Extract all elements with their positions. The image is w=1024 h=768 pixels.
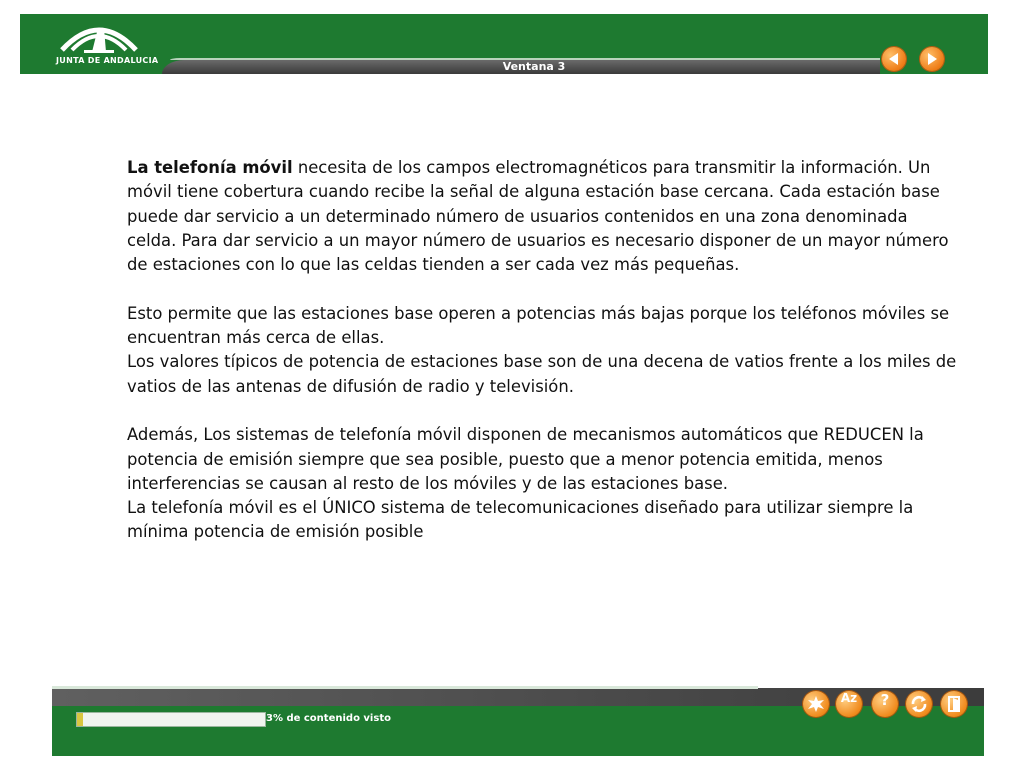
paragraph-1-bold: La telefonía móvil — [127, 158, 293, 177]
header-bar — [20, 14, 988, 74]
help-button[interactable] — [872, 691, 898, 717]
window-title: Ventana 3 — [502, 60, 566, 73]
refresh-icon — [906, 691, 932, 717]
exit-icon — [941, 691, 967, 717]
main-content — [127, 156, 957, 545]
exit-button[interactable] — [941, 691, 967, 717]
refresh-button[interactable] — [906, 691, 932, 717]
footer-toolbar — [748, 691, 978, 721]
help-icon: ? — [880, 691, 890, 709]
map-button[interactable] — [803, 691, 829, 717]
paragraph-1-text: necesita de los campos electromagnéticos para transmitir la información. Un móvil tiene cobertura cuando recibe la señal de alguna estación base cercana. Cada estación base puede dar servicio a un determinado número de usuarios contenidos en una zona denominada celda. Para dar servicio a un mayor número de usuarios es necesario disponer de un mayor número de estaciones con lo que las celdas tienden a ser cada vez más pequeñas. — [127, 158, 949, 275]
paragraph-4: Además, Los sistemas de telefonía móvil disponen de mecanismos automáticos que REDUCEN la potencia de emisión siempre que sea posible, puesto que a menor potencia emitida, menos interferencias se causan al resto de los móviles y de las estaciones base. — [127, 425, 924, 493]
map-icon — [803, 691, 829, 717]
progress-label: 3% de contenido visto — [266, 713, 391, 724]
paragraph-3: Los valores típicos de potencia de estaciones base son de una decena de vatios frente a los miles de vatios de las antenas de difusión de radio y televisión. — [127, 352, 957, 396]
glossary-icon: Az — [840, 691, 858, 705]
paragraph-1 — [127, 156, 957, 277]
logo-arch-icon — [54, 16, 144, 56]
prev-button[interactable] — [882, 47, 906, 71]
footer-highlight — [52, 686, 758, 689]
logo-text: JUNTA DE ANDALUCIA — [56, 56, 159, 65]
next-button[interactable] — [920, 47, 944, 71]
paragraph-2: Esto permite que las estaciones base operen a potencias más bajas porque los teléfonos móviles se encuentran más cerca de ellas. — [127, 303, 950, 348]
paragraph-5: La telefonía móvil es el ÚNICO sistema de telecomunicaciones diseñado para utilizar siempre la mínima potencia de emisión posible — [127, 498, 914, 542]
progress-bar — [76, 712, 266, 727]
junta-logo — [48, 14, 168, 72]
glossary-button[interactable] — [836, 691, 862, 717]
arrow-left-icon — [882, 47, 906, 71]
arrow-right-icon — [920, 47, 944, 71]
progress-fill — [77, 713, 83, 726]
title-bar — [162, 60, 880, 74]
